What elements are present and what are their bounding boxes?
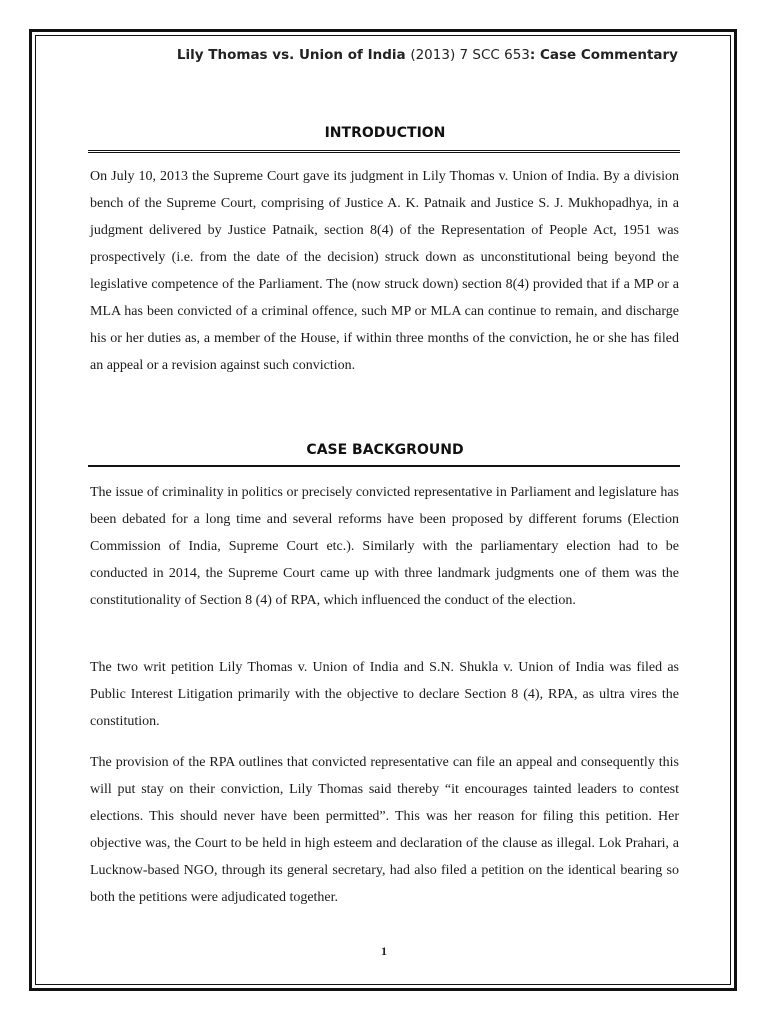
background-paragraph-1: The issue of criminality in politics or precisely convicted representative in Parliament and legislature has been debated for a long time and several reforms have been proposed by different forums (Election Commission of India, Supreme Court etc.). Similarly with the parliamentary election had to be conducted in 2014, the Supreme Court came up with three landmark judgments one of them was the constitutionality of Section 8 (4) of RPA, which influenced the conduct of the election. xyxy=(90,485,679,608)
case-background-rule xyxy=(88,465,680,467)
background-paragraph-3: The provision of the RPA outlines that convicted representative can file an appeal and consequently this will put stay on their conviction, Lily Thomas said thereby “it encourages tainted leaders to contest elections. This should never have been permitted”. This was her reason for filing this petition. Her objective was, the Court to be held in high esteem and declaration of the clause as illegal. Lok Prahari, a Lucknow-based NGO, through its general secretary, had also filed a petition on the identical bearing so both the petitions were adjudicated together. xyxy=(90,755,679,905)
case-background-heading: CASE BACKGROUND xyxy=(306,442,464,458)
background-paragraph-2: The two writ petition Lily Thomas v. Union of India and S.N. Shukla v. Union of India was filed as Public Interest Litigation primarily with the objective to declare Section 8 (4), RPA, as ultra vires the constitution. xyxy=(90,660,679,729)
page-number: 1 xyxy=(381,944,387,958)
introduction-rule xyxy=(88,150,680,153)
introduction-paragraph: On July 10, 2013 the Supreme Court gave its judgment in Lily Thomas v. Union of India. By a division bench of the Supreme Court, comprising of Justice A. K. Patnaik and Justice S. J. Mukhopadhya, in a judgment delivered by Justice Patnaik, section 8(4) of the Representation of People Act, 1951 was prospectively (i.e. from the date of the decision) struck down as unconstitutional being beyond the legislative competence of the Parliament. The (now struck down) section 8(4) provided that if a MP or a MLA has been convicted of a criminal offence, such MP or MLA can continue to remain, and discharge his or her duties as, a member of the House, if within three months of the conviction, he or she has filed an appeal or a revision against such conviction. xyxy=(90,169,679,373)
header-title-part-2: : Case Commentary xyxy=(529,47,678,63)
header-title-part-1: Lily Thomas vs. Union of India xyxy=(176,47,411,63)
introduction-heading: INTRODUCTION xyxy=(324,125,446,141)
header-citation: (2013) 7 SCC 653 xyxy=(410,47,530,63)
running-header xyxy=(90,47,678,63)
